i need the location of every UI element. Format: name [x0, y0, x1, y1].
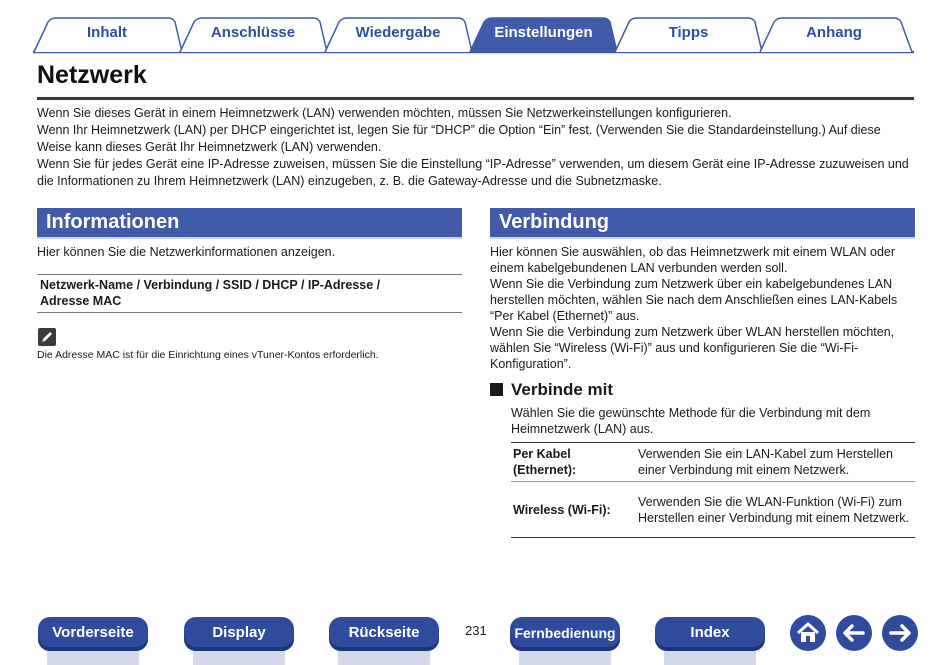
button-shadow — [47, 651, 139, 665]
forward-arrow-icon[interactable] — [882, 615, 918, 651]
network-info-items: Netzwerk-Name / Verbindung / SSID / DHCP / IP-Adresse / Adresse MAC — [40, 278, 381, 308]
verbindung-text — [490, 244, 915, 372]
option-value: Verwenden Sie die WLAN-Funktion (Wi-Fi) zum Herstellen einer Verbindung mit einem Netzwerk. — [636, 482, 915, 538]
title-divider — [37, 97, 914, 100]
divider — [37, 274, 462, 275]
page-title: Netzwerk — [37, 61, 147, 89]
informationen-description: Hier können Sie die Netzwerkinformationen anzeigen. — [37, 245, 336, 259]
option-key: Wireless (Wi-Fi): — [511, 482, 636, 538]
intro-paragraph: Wenn Sie dieses Gerät in einem Heimnetzwerk (LAN) verwenden möchten, müssen Sie Netzwerkeinstellungen konfigurieren. — [37, 106, 732, 120]
button-shadow — [519, 651, 611, 665]
table-row — [511, 482, 915, 538]
section-heading-verbindung: Verbindung — [490, 208, 915, 239]
subheading-label: Verbinde mit — [511, 380, 614, 399]
tab-wiedergabe[interactable]: Wiedergabe — [355, 24, 441, 41]
tab-einstellungen[interactable]: Einstellungen — [494, 24, 593, 41]
intro-paragraph: Wenn Sie für jedes Gerät eine IP-Adresse zuweisen, müssen Sie die Einstellung “IP-Adresse” verwenden, um diesem Gerät eine IP-Adresse zuzuweisen und die Informationen zu Ihrem Heimnetzwerk (LAN) einzugeben, z. B. die Gateway-Adresse und die Subnetzmaske. — [37, 157, 909, 188]
verbindung-paragraph: Wenn Sie die Verbindung zum Netzwerk über WLAN herstellen möchten, wählen Sie “Wireless (Wi-Fi)” aus und konfigurieren Sie die “Wi-Fi-Konfiguration”. — [490, 325, 895, 371]
vorderseite-button[interactable]: Vorderseite — [38, 617, 148, 651]
page-number: 231 — [465, 623, 487, 638]
intro-text — [37, 105, 917, 190]
intro-paragraph: Wenn Ihr Heimnetzwerk (LAN) per DHCP eingerichtet ist, legen Sie für “DHCP” die Option “Ein” fest. (Verwenden Sie die Standardeinstellung.) Auf diese Weise kann dieses Gerät Ihr Heimnetzwerk (LAN) verwenden. — [37, 123, 881, 154]
home-icon[interactable] — [790, 615, 826, 651]
button-shadow — [664, 651, 756, 665]
tab-anhang[interactable]: Anhang — [806, 24, 862, 41]
button-shadow — [193, 651, 285, 665]
back-arrow-icon[interactable] — [836, 615, 872, 651]
tab-anschluesse[interactable]: Anschlüsse — [210, 24, 296, 41]
button-shadow — [338, 651, 430, 665]
tab-bar — [0, 0, 950, 56]
index-button[interactable]: Index — [655, 617, 765, 651]
display-button[interactable]: Display — [184, 617, 294, 651]
table-row — [511, 443, 915, 482]
option-key: Per Kabel (Ethernet): — [511, 443, 636, 482]
options-table — [511, 442, 915, 538]
square-bullet-icon — [490, 383, 503, 396]
pencil-icon — [38, 328, 56, 346]
tab-tipps[interactable]: Tipps — [668, 24, 709, 41]
verbindung-paragraph: Wenn Sie die Verbindung zum Netzwerk über ein kabelgebundenes LAN herstellen möchten, wählen Sie nach dem Anschließen eines LAN-Kabels “Per Kabel (Ethernet)” aus. — [490, 277, 898, 323]
subheading-description: Wählen Sie die gewünschte Methode für die Verbindung mit dem Heimnetzwerk (LAN) aus. — [511, 406, 871, 436]
tab-inhalt[interactable]: Inhalt — [87, 24, 127, 41]
divider — [37, 312, 462, 313]
subheading-verbinde-mit — [490, 380, 613, 400]
rueckseite-button[interactable]: Rückseite — [329, 617, 439, 651]
verbindung-paragraph: Hier können Sie auswählen, ob das Heimnetzwerk mit einem WLAN oder einem kabelgebundenen LAN verbunden werden soll. — [490, 245, 896, 275]
note-text: Die Adresse MAC ist für die Einrichtung eines vTuner-Kontos erforderlich. — [37, 349, 379, 361]
section-heading-informationen: Informationen — [37, 208, 462, 239]
option-value: Verwenden Sie ein LAN-Kabel zum Herstellen einer Verbindung mit einem Netzwerk. — [636, 443, 915, 482]
fernbedienung-button[interactable]: Fernbedienung — [510, 617, 620, 651]
